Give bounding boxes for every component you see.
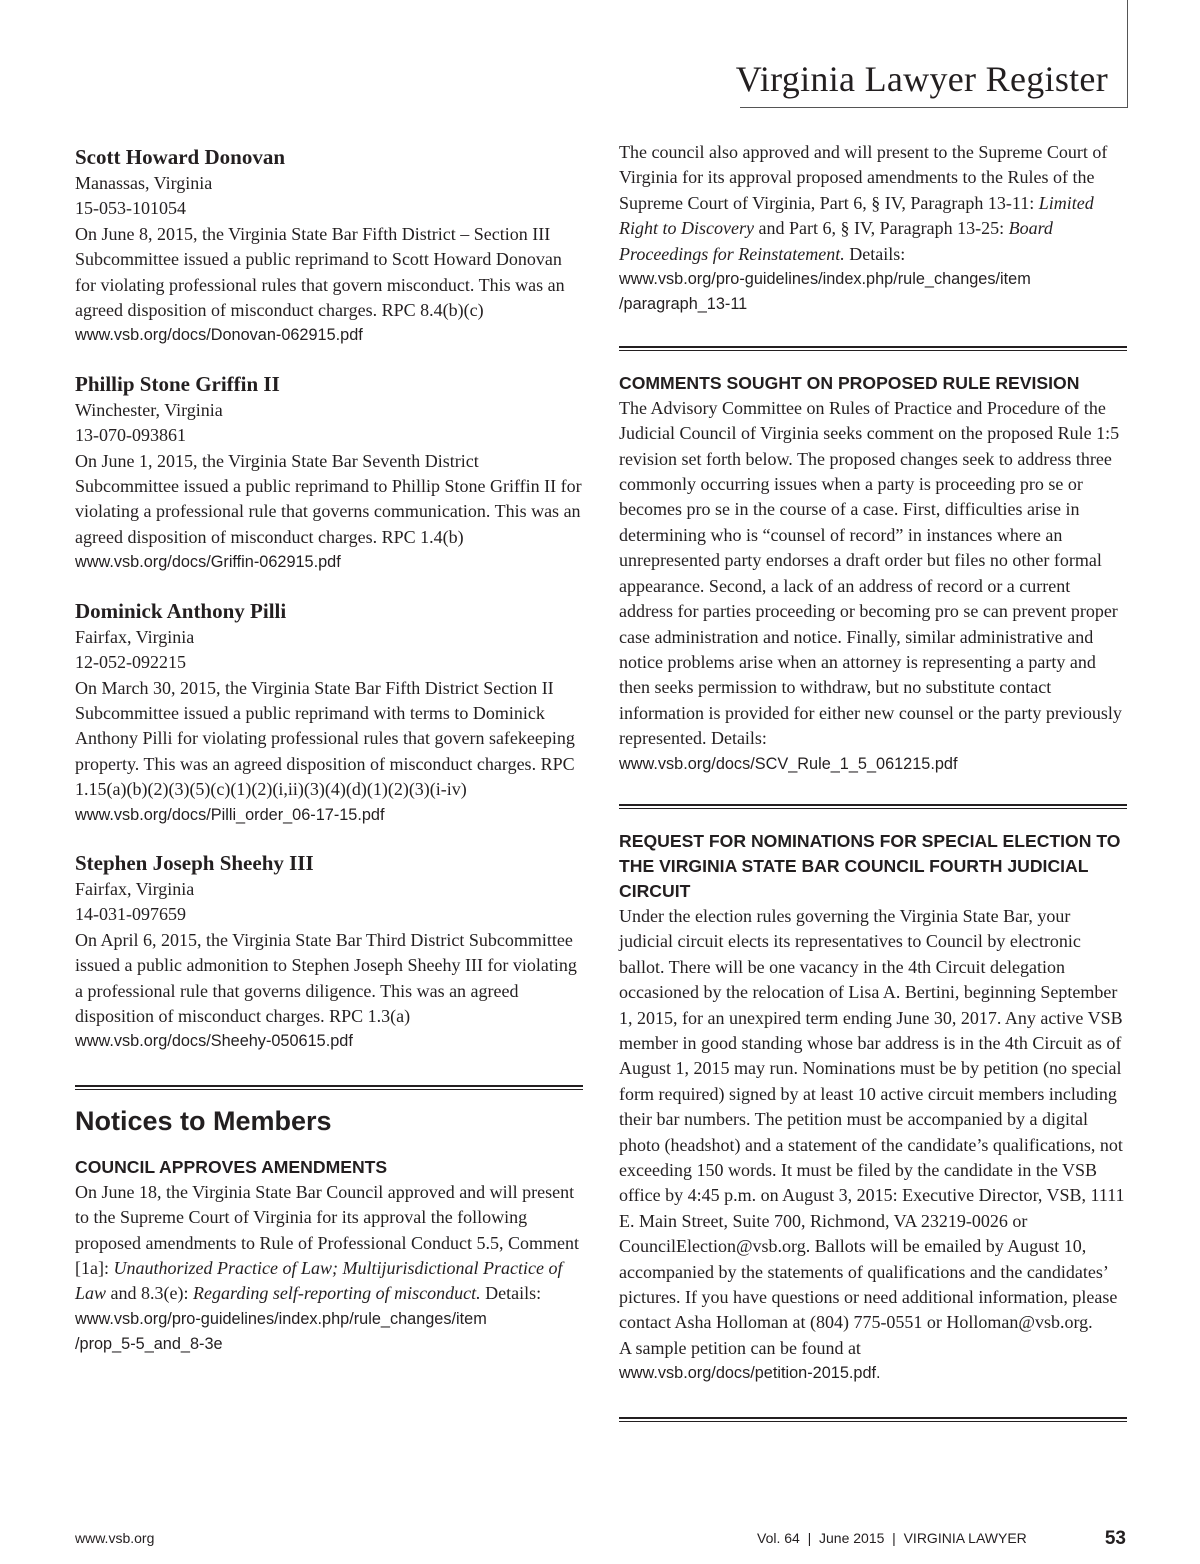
footer-site-link[interactable]: www.vsb.org (75, 1530, 155, 1546)
council-body (75, 1180, 583, 1307)
entry-case-number: 14-031-097659 (75, 904, 186, 925)
header-vertical-rule (1127, 0, 1128, 108)
council-text-2: and 8.3(e): (106, 1283, 193, 1304)
entry-link[interactable]: www.vsb.org/docs/Griffin-062915.pdf (75, 553, 341, 572)
council-em-2: Regarding self-reporting of misconduct. (193, 1283, 481, 1304)
register-entry (75, 143, 583, 349)
register-entry (75, 849, 583, 1055)
comments-link[interactable]: www.vsb.org/docs/SCV_Rule_1_5_061215.pdf (619, 754, 958, 773)
section-divider (619, 346, 1127, 351)
intro-em-2: Board Proceedings for Reinstatement. (619, 218, 1053, 264)
entry-case-number: 13-070-093861 (75, 425, 186, 446)
intro-text-2: and Part 6, § IV, Paragraph 13-25: (753, 218, 1009, 239)
council-heading: COUNCIL APPROVES AMENDMENTS (75, 1156, 388, 1177)
entry-link[interactable]: www.vsb.org/docs/Sheehy-050615.pdf (75, 1032, 353, 1051)
council-link-continued[interactable]: /prop_5-5_and_8-3e (75, 1335, 223, 1354)
entry-body: On June 8, 2015, the Virginia State Bar Fifth District – Section III Subcommittee issued a public reprimand to Scott Howard Donovan for violating professional rules that govern misconduct. This was an agreed disposition of misconduct charges. RPC 8.4(b)(c) (75, 223, 565, 321)
entry-name: Stephen Joseph Sheehy III (75, 850, 314, 875)
intro-link-continued[interactable]: /paragraph_13-11 (619, 295, 748, 314)
nominations-link[interactable]: www.vsb.org/docs/petition-2015.pdf. (619, 1364, 881, 1383)
council-link[interactable]: www.vsb.org/pro-guidelines/index.php/rule_changes/item (75, 1309, 487, 1328)
right-column (619, 140, 1127, 1422)
footer-page-number: 53 (1104, 1528, 1126, 1549)
intro-link[interactable]: www.vsb.org/pro-guidelines/index.php/rule_changes/item (619, 270, 1031, 289)
entry-location: Manassas, Virginia (75, 173, 213, 193)
section-divider (75, 1085, 583, 1090)
register-entry (75, 370, 583, 576)
page-header-title: Virginia Lawyer Register (735, 59, 1108, 99)
council-text-1: On June 18, the Virginia State Bar Council approved and will present to the Supreme Court of Virginia for its approval the following proposed amendments to Rule of Professional Conduct 5.5, Comment [1a]: (75, 1181, 579, 1278)
comments-heading: COMMENTS SOUGHT ON PROPOSED RULE REVISION (619, 372, 1080, 393)
comments-body: The Advisory Committee on Rules of Practice and Procedure of the Judicial Council of Virginia seeks comment on the proposed Rule 1:5 revision set forth below. The proposed changes seek to address three commonly occurring issues when a party is proceeding pro se or becomes pro se in the course of a case. First, difficulties arise in determining who is “counsel of record” in instances where an unrepresented party endorses a draft order but files no other formal appearance. Second, a lack of an address of record or a current address for parties proceeding or becoming pro se can prevent proper case administration and notice. Finally, similar administrative and notice problems arise when an attorney is representing a party and then seeks permission to withdraw, but no substitute contact information is provided for either new counsel or the party previously represented. Details: (619, 397, 1122, 749)
nominations-body: Under the election rules governing the Virginia State Bar, your judicial circuit elects its representatives to Council by electronic ballot. There will be one vacancy in the 4th Circuit delegation occasioned by the relocation of Lisa A. Bertini, beginning September 1, 2015, for an unexpired term ending June 30, 2017. Any active VSB member in good standing whose bar address is in the 4th Circuit as of August 1, 2015 may run. Nominations must be by petition (no special form required) signed by at least 10 active circuit members including their bar numbers. The petition must be accompanied by a digital photo (headshot) and a statement of the candidate’s qualifications, not exceeding 150 words. It must be filed by the candidate in the VSB office by 4:45 p.m. on August 3, 2015: Executive Director, VSB, 1111 E. Main Street, Suite 700, Richmond, VA 23219-0026 or CouncilElection@vsb.org. Ballots will be emailed by August 10, accompanied by the statements of qualifications and the candidates’ pictures. If you have questions or need additional information, please contact Asha Holloman at (804) 775-0551 or Holloman@vsb.org. (619, 905, 1125, 1333)
entry-link[interactable]: www.vsb.org/docs/Donovan-062915.pdf (75, 326, 363, 345)
section-divider (619, 804, 1127, 809)
entry-case-number: 12-052-092215 (75, 652, 186, 673)
entry-location: Fairfax, Virginia (75, 878, 195, 899)
intro-text-1: The council also approved and will present to the Supreme Court of Virginia for its approval proposed amendments to the Rules of the Supreme Court of Virginia, Part 6, § IV, Paragraph 13-11: (619, 142, 1108, 213)
entry-link[interactable]: www.vsb.org/docs/Pilli_order_06-17-15.pdf (75, 805, 385, 824)
entry-body: On April 6, 2015, the Virginia State Bar Third District Subcommittee issued a public admonition to Stephen Joseph Sheehy III for violating a professional rule that governs diligence. This was an agreed disposition of misconduct charges. RPC 1.3(a) (75, 929, 577, 1026)
left-column (75, 140, 583, 1358)
entry-location: Fairfax, Virginia (75, 626, 195, 647)
footer-issue-info: Vol. 64 | June 2015 | VIRGINIA LAWYER (757, 1530, 1027, 1546)
entry-body: On June 1, 2015, the Virginia State Bar Seventh District Subcommittee issued a public reprimand to Phillip Stone Griffin II for violating a professional rule that governs communication. This was an agreed disposition of misconduct charges. RPC 1.4(b) (75, 450, 582, 547)
entry-name: Phillip Stone Griffin II (75, 371, 280, 396)
section-divider (619, 1417, 1127, 1422)
intro-text-3: Details: (844, 243, 906, 264)
council-text-3: Details: (480, 1283, 542, 1304)
entry-case-number: 15-053-101054 (75, 198, 186, 219)
entry-name: Scott Howard Donovan (75, 145, 286, 169)
council-em-1: Unauthorized Practice of Law; Multijurisdictional Practice of Law (75, 1258, 563, 1304)
intro-em-1: Limited Right to Discovery (619, 192, 1094, 239)
entry-name: Dominick Anthony Pilli (75, 598, 287, 623)
register-entry (75, 597, 583, 828)
nominations-sample-text: A sample petition can be found at (619, 1337, 861, 1358)
entry-body: On March 30, 2015, the Virginia State Bar Fifth District Section II Subcommittee issued a public reprimand with terms to Dominick Anthony Pilli for violating professional rules that govern safekeeping property. This was an agreed disposition of misconduct charges. RPC 1.15(a)(b)(2)(3)(5)(c)(1)(2)(i,ii)(3)(4)(d)(1)(2)(3)(i-iv) (75, 677, 575, 800)
notices-section-title: Notices to Members (75, 1105, 332, 1136)
nominations-heading: REQUEST FOR NOMINATIONS FOR SPECIAL ELECTION TO THE VIRGINIA STATE BAR COUNCIL FOURTH JUDICIAL CIRCUIT (619, 830, 1121, 901)
entry-location: Winchester, Virginia (75, 399, 223, 420)
header-horizontal-rule (740, 107, 1128, 108)
intro-body (619, 140, 1127, 267)
